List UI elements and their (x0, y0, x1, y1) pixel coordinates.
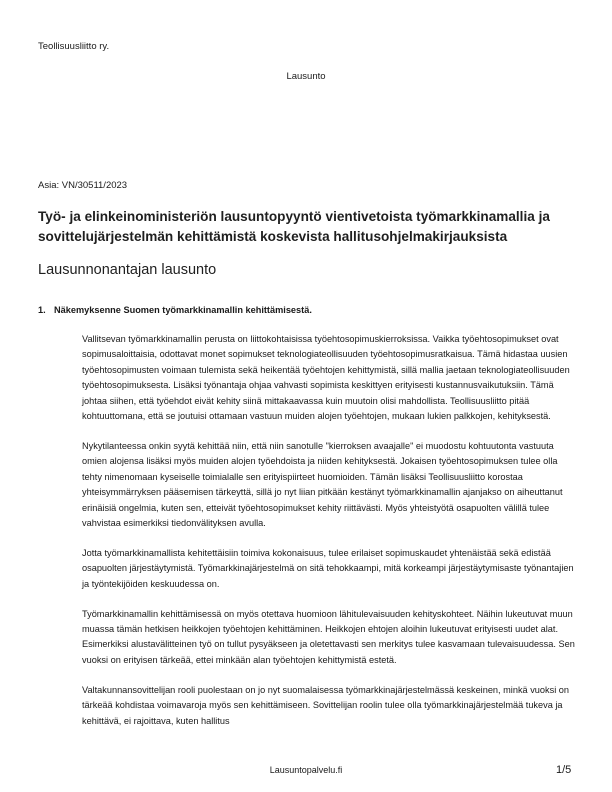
question-text: Näkemyksenne Suomen työmarkkinamallin kehittämisestä. (54, 305, 312, 315)
section-heading: Lausunnonantajan lausunto (38, 262, 217, 278)
question-heading (38, 305, 312, 315)
footer-site-name: Lausuntopalvelu.fi (269, 765, 343, 775)
document-type: Lausunto (286, 71, 326, 82)
page-number: 1/5 (556, 764, 572, 776)
paragraph: Jotta työmarkkinamallista kehitettäisiin toimiva kokonaisuus, tulee erilaiset sopimuskaudet yhtenäistää sekä edistää osapuolten järjestäytymistä. Työmarkkinajärjestelmä on sitä tehokkaampi, mitä korkeampi järjestäytymisaste työnantajien ja työntekijöiden keskuudessa on. (82, 547, 574, 589)
answer-body (82, 332, 576, 743)
paragraph: Vallitsevan työmarkkinamallin perusta on liittokohtaisissa työehtosopimuskierroksissa. Vaikka työehtosopimukset ovat sopimusaloittaisia, odottavat monet sopimukset teknologiateollisuuden työehtosopimusratkaisua. Tämä hidastaa uusien työehtosopimusten voimaan tulemista sekä heikentää työehtojen kehittymistä, sillä mallia jaetaan teknologiateollisuuden työehtosopimuksesta. Lisäksi työnantaja ohjaa vahvasti sopimista keskittyen erityisesti kustannusvaikutuksiin. Tämä johtaa siihen, että työehdot eivät kehity siinä mittakaavassa kuin muutoin olisi mahdollista. Teollisuusliitto pitää kohtuuttomana, että se joutuisi ottamaan vastuun muiden alojen työehtojen, mukaan lukien palkkojen, kehityksestä. (82, 334, 570, 422)
paragraph: Nykytilanteessa onkin syytä kehittää niin, että niin sanotulle "kierroksen avaajalle" ei muodostu kohtuutonta vastuuta omien alojensa lisäksi myös muiden alojen työehdoista ja niiden kehityksestä. Jokaisen työehtosopimuksen tulee olla tehty nimenomaan kyseiselle toimialalle sen erityispiirteet huomioiden. Tämän lisäksi Teollisuusliitto korostaa yhteisymmärryksen pääsemisen tärkeyttä, sillä jo nyt liian pitkään kestänyt työmarkkinamallin ajanjakso on aiheuttanut erinäisiä ongelmia, kuten sen, etteivät työehtosopimukset kehity riittävästi. Myös yhteistyötä osapuolten välillä tulee vahvistaa esimerkiksi tiedonvälityksen avulla. (82, 440, 563, 528)
question-number: 1. (38, 305, 46, 315)
paragraph: Valtakunnansovittelijan rooli puolestaan on jo nyt suomalaisessa työmarkkinajärjestelmässä keskeinen, minkä vuoksi on tärkeää kohdistaa voimavaroja myös sen kehittämiseen. Sovittelijan roolin tulee olla työmarkkinajärjestelmää tukeva ja kehittävä, ei rajoittava, kuten hallitus (82, 684, 570, 726)
case-number: Asia: VN/30511/2023 (38, 180, 128, 191)
paragraph: Työmarkkinamallin kehittämisessä on myös otettava huomioon lähitulevaisuuden kehityskohteet. Näihin lukeutuvat muun muassa tämän hetkisen heikkojen työehtojen kehittäminen. Heikkojen ehtojen aloihin lukeutuvat erityisesti uudet alat. Esimerkiksi alustavälitteinen työ on tullut pysyäkseen ja oletettavasti sen merkitys tulee kasvamaan tulevaisuudessa. Sen vuoksi on erityisen tärkeää, ettei minkään alan työehtojen kehittymistä estetä. (82, 608, 575, 665)
organization-name: Teollisuusliitto ry. (38, 41, 110, 52)
document-title: Työ- ja elinkeinoministeriön lausuntopyyntö vientivetoista työmarkkinamallia ja sovittelujärjestelmän kehittämistä koskevista hallitusohjelmakirjauksista (38, 209, 550, 244)
